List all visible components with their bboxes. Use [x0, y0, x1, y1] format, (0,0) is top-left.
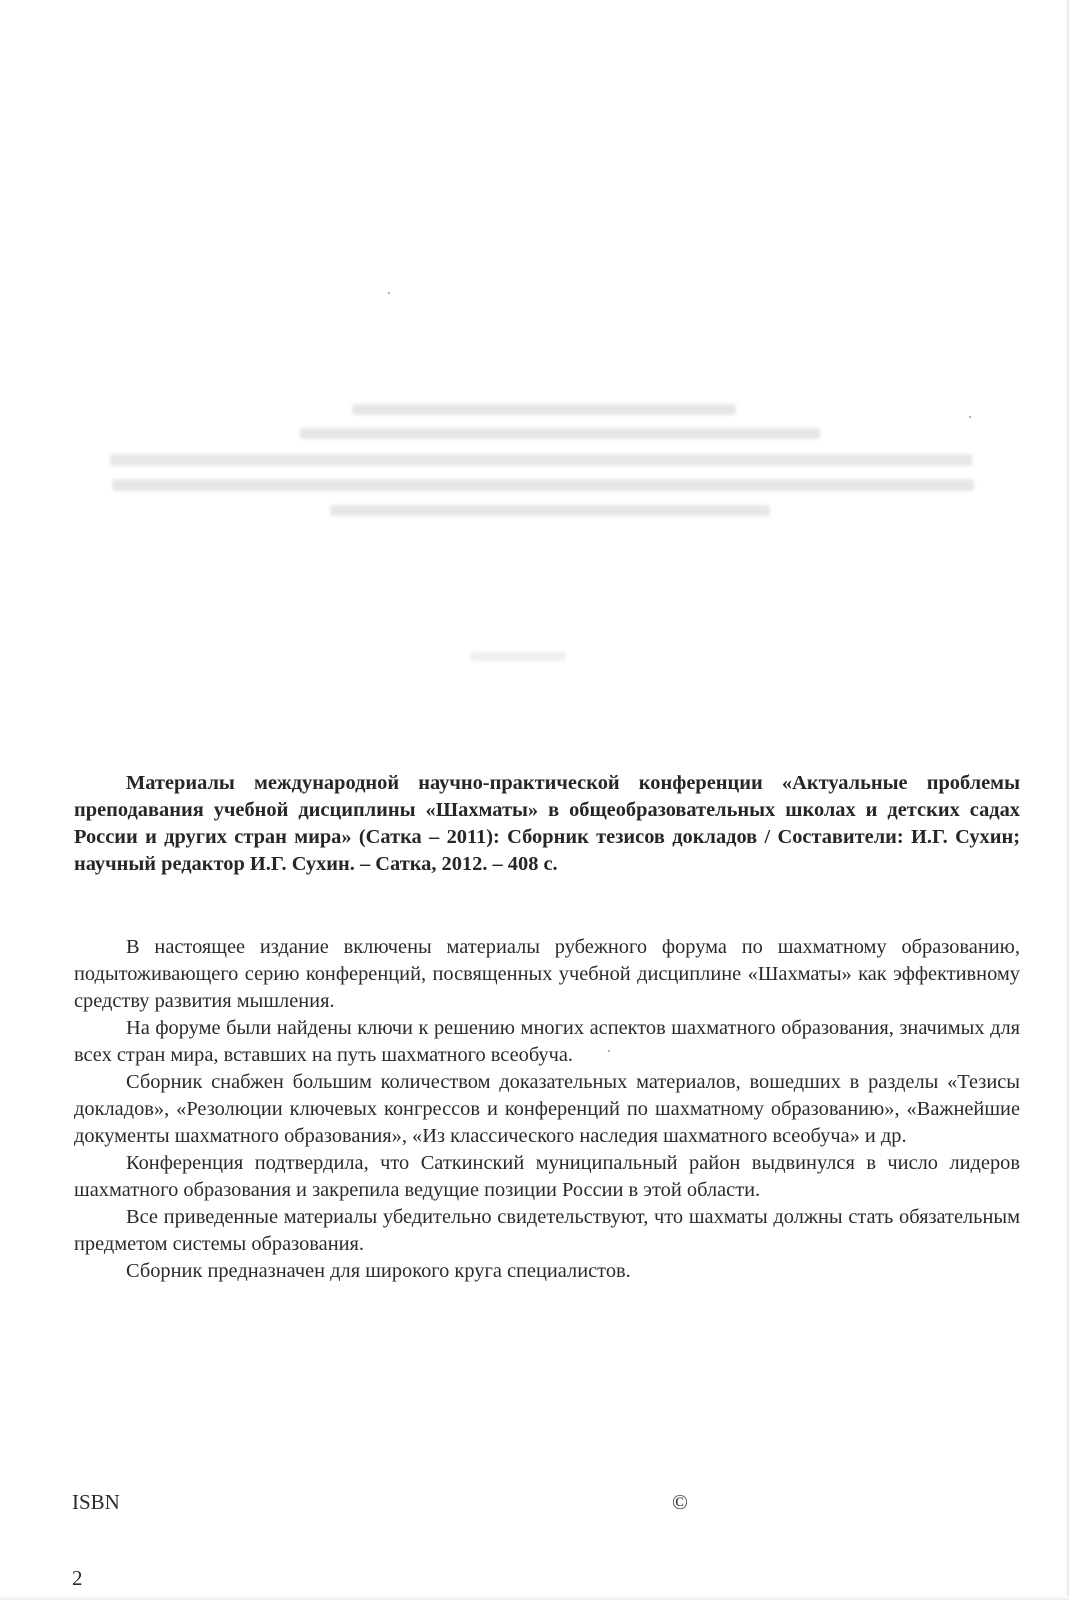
- isbn-label: ISBN: [72, 1490, 120, 1514]
- scan-edge-bottom: [0, 1596, 1069, 1600]
- copyright-sign: ©: [672, 1490, 688, 1514]
- abstract-paragraph: Конференция подтвердила, что Саткинский муниципальный район выдвинулся в число лидеров шахматного образования и закрепила ведущие позиции России в этой области.: [74, 1152, 1020, 1201]
- abstract-paragraph: В настоящее издание включены материалы рубежного форума по шахматному образованию, подытоживающего серию конференций, посвященных учебной дисциплине «Шахматы» как эффективному средству развития мышления.: [74, 936, 1020, 1012]
- scan-speck: [388, 292, 390, 294]
- abstract-paragraph: Все приведенные материалы убедительно свидетельствуют, что шахматы должны стать обязательным предметом системы образования.: [74, 1206, 1020, 1255]
- scan-edge-right: [1065, 0, 1069, 1600]
- abstract-paragraph: На форуме были найдены ключи к решению многих аспектов шахматного образования, значимых для всех стран мира, вставших на путь шахматного всеобуча.: [74, 1017, 1020, 1066]
- abstract-paragraph: Сборник предназначен для широкого круга специалистов.: [126, 1260, 631, 1282]
- page-number: 2: [72, 1566, 83, 1590]
- abstract-paragraph: Сборник снабжен большим количеством доказательных материалов, вошедших в разделы «Тезисы докладов», «Резолюции ключевых конгрессов и конференций по шахматному образованию», «Важнейшие документы шахматного образования», «Из классического наследия шахматного всеобуча» и др.: [74, 1071, 1020, 1147]
- scan-speck: [969, 416, 971, 418]
- bibliographic-annotation: Материалы международной научно-практической конференции «Актуальные проблемы преподавания учебной дисциплины «Шахматы» в общеобразовательных школах и детских садах России и других стран мира» (Сатка – 2011): Сборник тезисов докладов / Составители: И.Г. Сухин; научный редактор И.Г. Сухин. – Сатка, 2012. – 408 с.: [74, 772, 1020, 875]
- abstract: [74, 934, 1020, 1285]
